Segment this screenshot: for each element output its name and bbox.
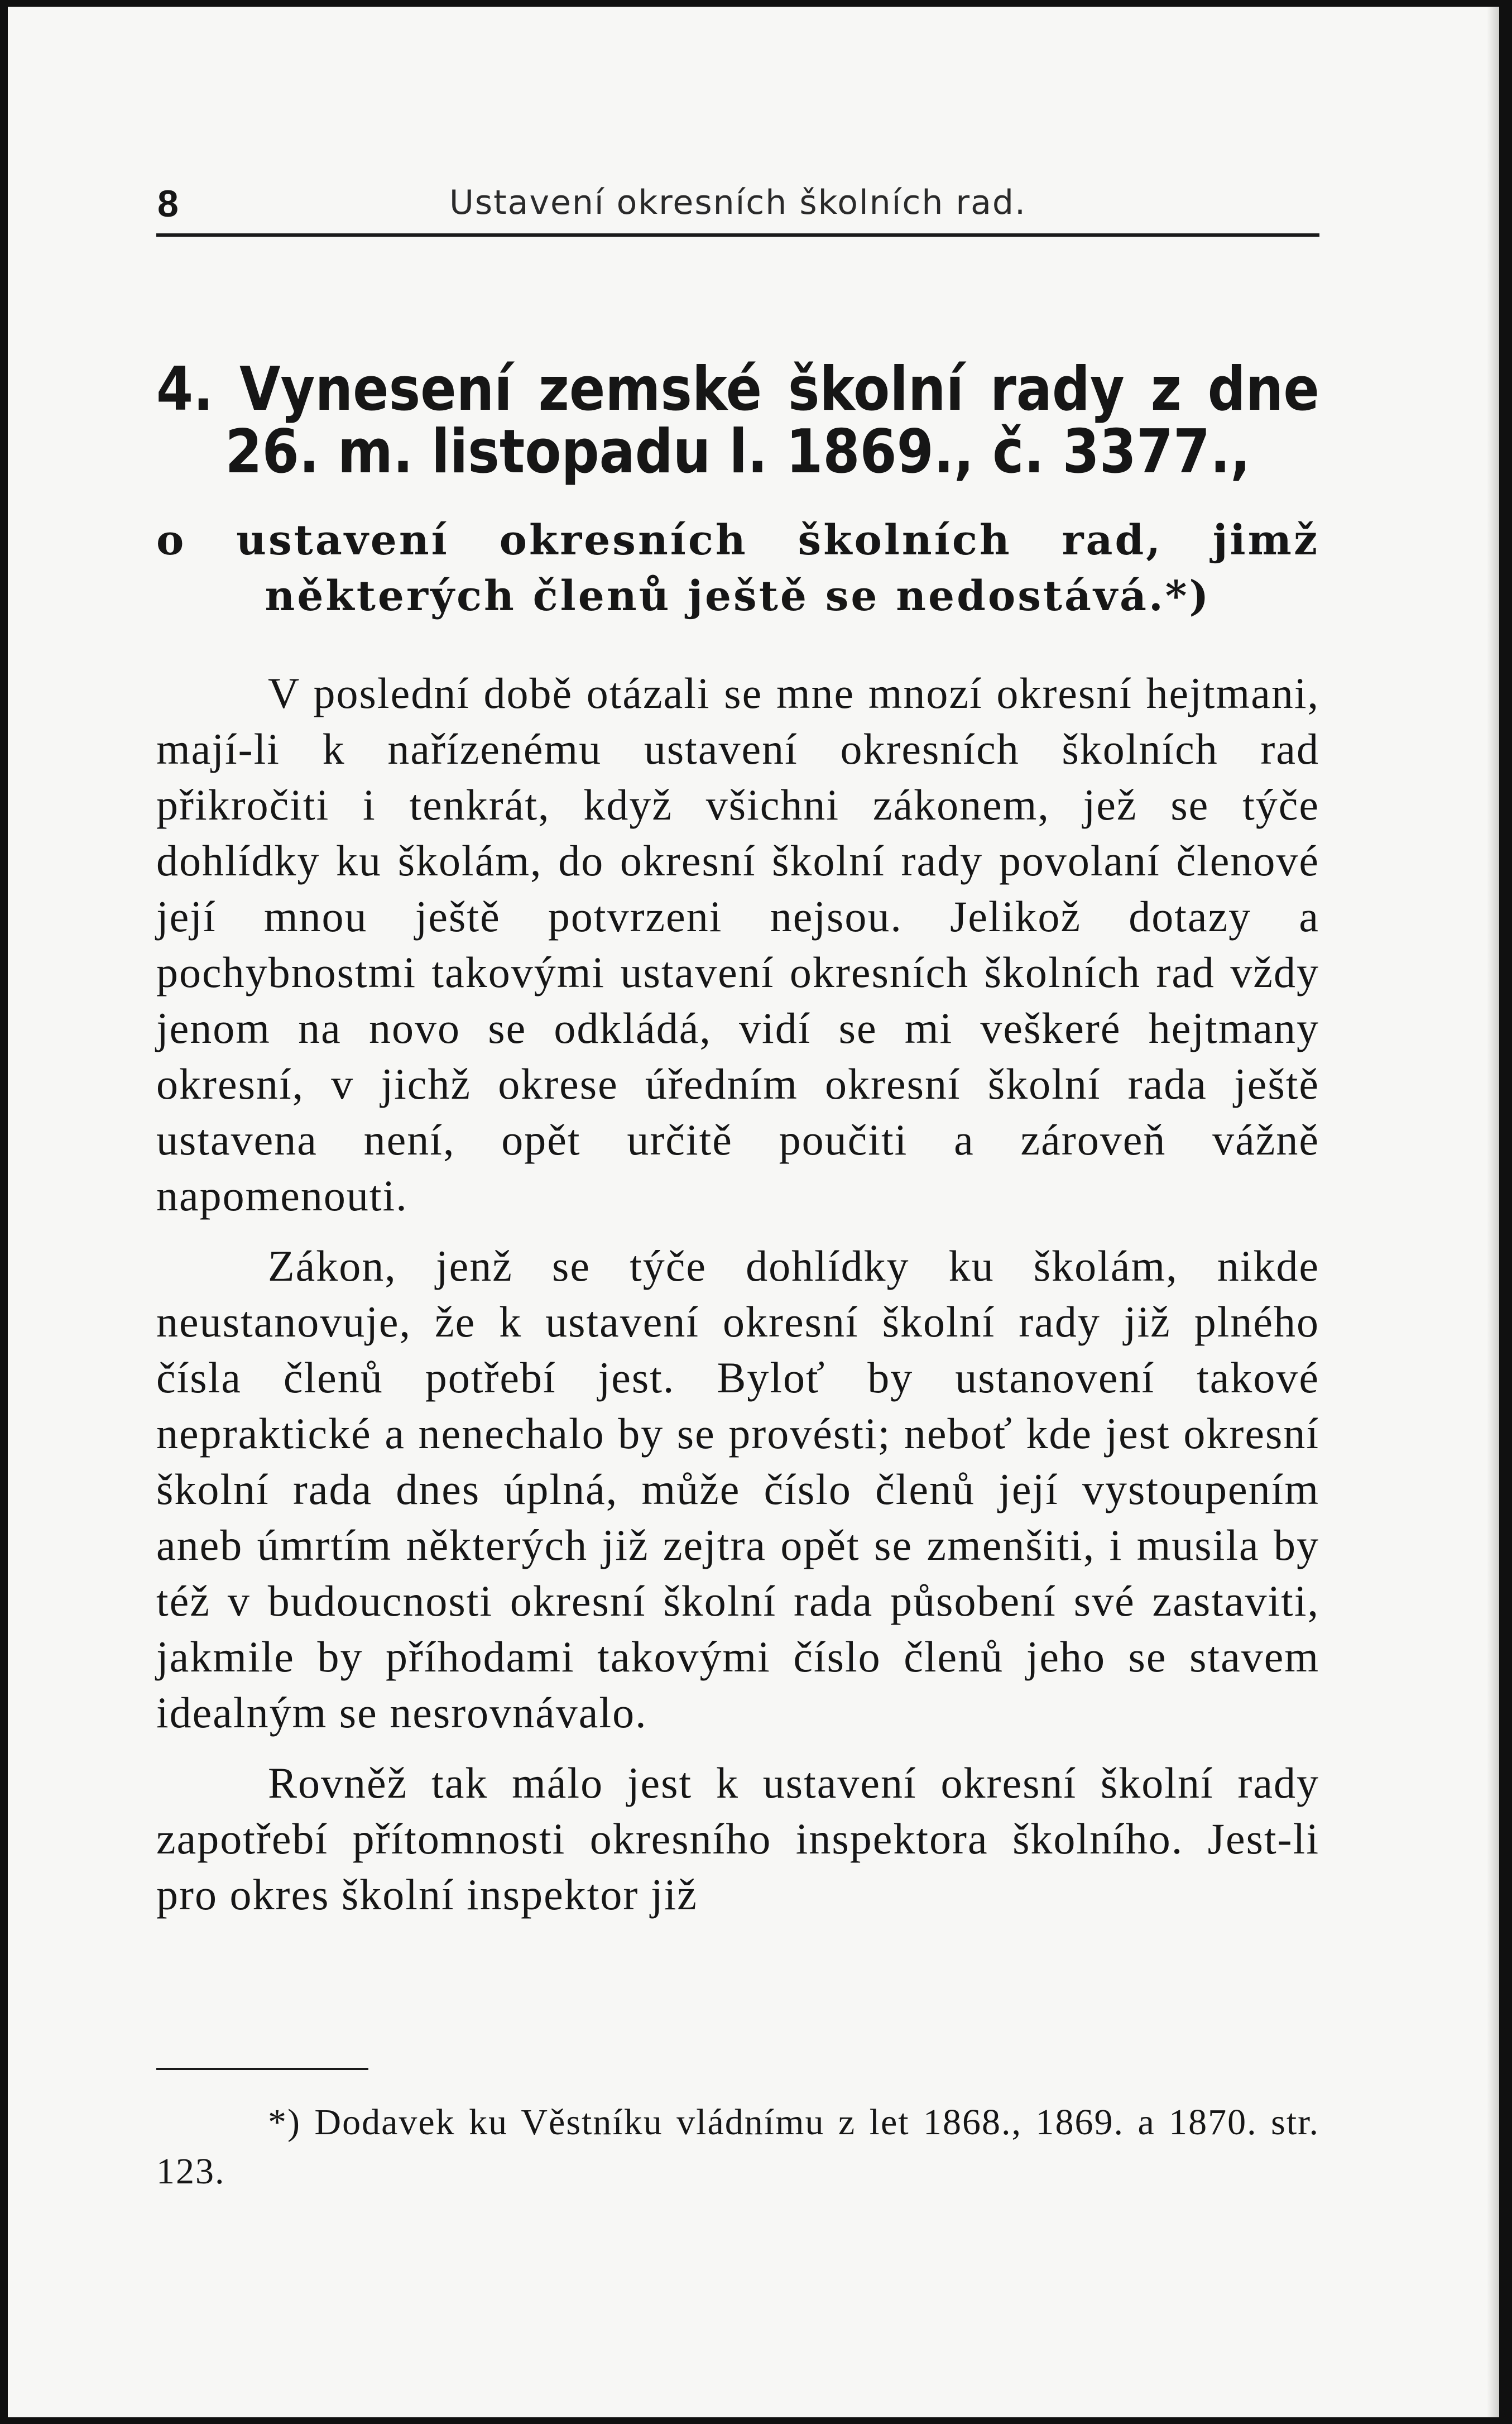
page-number: 8 [157,183,179,225]
paragraph: Rovněž tak málo jest k ustavení okresní školní rady zapotřebí přítomnosti okresního inspektora školního. Jest-li pro okres školní inspektor již [156,1759,1319,1919]
paragraph: Zákon, jenž se týče dohlídky ku školám, nikde neustanovuje, že k ustavení okresní školní rady již plného čísla členů potřebí jest. Byloť by ustanovení takové nepraktické a nenechalo by se provésti; neboť kde jest okresní školní rada dnes úplná, může číslo členů její vystoupením aneb úmrtím některých již zejtra opět se zmenšiti, i musila by též v budoucnosti okresní školní rada působení své zastaviti, jakmile by příhodami takovými číslo členů jeho se stavem idealným se nesrovnávalo. [156,1242,1319,1737]
paragraph: V poslední době otázali se mne mnozí okresní hejtmani, mají-li k nařízenému ustavení okresních školních rad přikročiti i tenkrát, když všichni zákonem, jež se týče dohlídky ku školám, do okresní školní rady povolaní členové její mnou ještě potvrzeni nejsou. Jelikož dotazy a pochybnostmi takovými ustavení okresních školních rad vždy jenom na novo se odkládá, vidí se mi veškeré hejtmany okresní, v jichž okrese úředním okresní školní rada ještě ustavena není, opět určitě poučiti a zároveň vážně napomenouti. [156,669,1319,1220]
footnote: *) Dodavek ku Věstníku vládnímu z let 1868., 1869. a 1870. str. 123. [156,2102,1319,2192]
page-header [156,174,1319,224]
document-page [8,7,1499,2417]
footnote-rule [156,2068,368,2070]
page-edge [1487,7,1499,2417]
section-subtitle: o ustavení okresních školních rad, jimž některých členů ještě se nedostává.*) [156,516,1319,620]
running-title: Ustavení okresních školních rad. [449,183,1027,222]
header-rule [156,233,1319,237]
section-title: 4. Vynesení zemské školní rady z dne 26. m. listopadu l. 1869., č. 3377., [156,355,1319,487]
body-text [156,665,1319,1937]
